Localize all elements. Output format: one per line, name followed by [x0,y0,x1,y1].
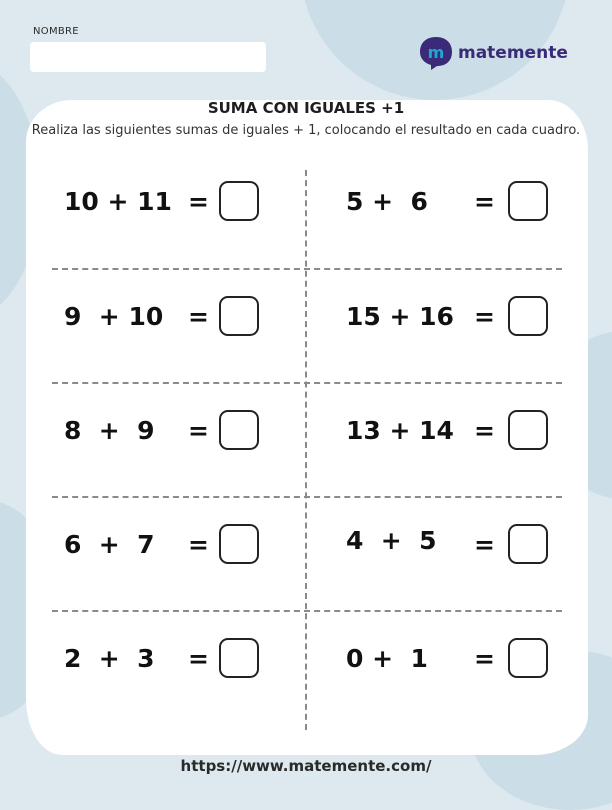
logo [418,35,568,71]
problem-cell [320,629,570,689]
problem-expression: 8 + 9 [64,416,155,445]
problem-expression: 15 + 16 [346,302,454,331]
answer-box[interactable] [219,410,259,450]
answer-box[interactable] [219,296,259,336]
answer-box[interactable] [219,524,259,564]
problem-cell [320,287,570,347]
equals-sign: = [188,644,209,673]
problem-cell [320,515,570,575]
name-field[interactable] [30,42,266,72]
problem-cell [52,287,302,347]
answer-box[interactable] [508,296,548,336]
logo-text: matemente [458,43,568,63]
footer-url: https://www.matemente.com/ [180,757,432,775]
problem-expression: 9 + 10 [64,302,164,331]
equals-sign: = [188,416,209,445]
problem-expression: 2 + 3 [64,644,155,673]
answer-box[interactable] [508,638,548,678]
equals-sign: = [474,302,495,331]
equals-sign: = [188,187,209,216]
row-divider [52,268,562,270]
problem-cell [52,172,302,232]
problem-expression: 0 + 1 [346,644,428,673]
answer-box[interactable] [508,181,548,221]
equals-sign: = [474,644,495,673]
row-divider [52,610,562,612]
row-divider [52,382,562,384]
equals-sign: = [188,530,209,559]
answer-box[interactable] [508,524,548,564]
name-label: NOMBRE [33,26,79,37]
matemente-logo-icon [418,35,454,71]
equals-sign: = [474,416,495,445]
row-divider [52,496,562,498]
answer-box[interactable] [508,410,548,450]
logo-letter: m [427,43,445,62]
problem-expression: 4 + 5 [346,526,437,555]
answer-box[interactable] [219,638,259,678]
problem-cell [52,629,302,689]
problem-expression: 5 + 6 [346,187,428,216]
problem-expression: 13 + 14 [346,416,454,445]
problem-cell [320,172,570,232]
equals-sign: = [474,530,495,559]
problem-expression: 10 + 11 [64,187,172,216]
problem-cell [52,515,302,575]
page-title: SUMA CON IGUALES +1 [207,99,405,117]
column-divider [305,170,307,730]
problem-cell [52,401,302,461]
answer-box[interactable] [219,181,259,221]
equals-sign: = [188,302,209,331]
instructions: Realiza las siguientes sumas de iguales + 1, colocando el resultado en cada cuadro. [31,123,581,138]
problem-cell [320,401,570,461]
problem-expression: 6 + 7 [64,530,155,559]
equals-sign: = [474,187,495,216]
